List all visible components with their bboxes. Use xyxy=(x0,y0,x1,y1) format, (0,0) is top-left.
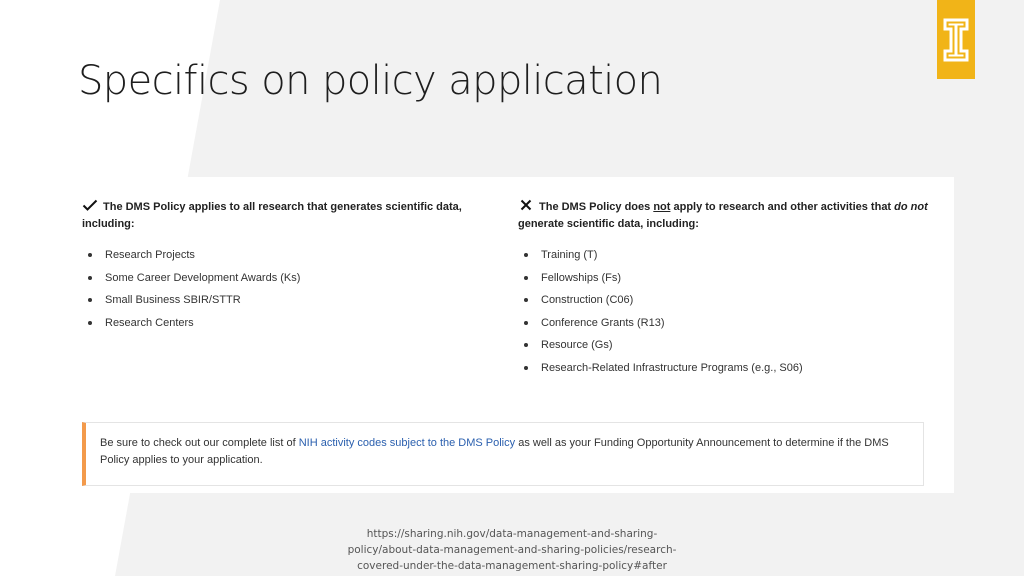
bullet-icon xyxy=(88,253,92,257)
not-applies-column xyxy=(518,199,948,380)
list-item: Research-Related Infrastructure Programs (e.g., S06) xyxy=(518,357,948,380)
list-item: Fellowships (Fs) xyxy=(518,267,948,290)
bullet-icon xyxy=(524,366,528,370)
activity-codes-link[interactable]: NIH activity codes subject to the DMS Policy xyxy=(298,437,516,449)
bullet-icon xyxy=(88,276,92,280)
emphasis-not: not xyxy=(653,201,671,213)
bullet-icon xyxy=(524,321,528,325)
list-item: Research Centers xyxy=(82,312,482,335)
list-item: Resource (Gs) xyxy=(518,334,948,357)
applies-heading-text: The DMS Policy applies to all research that generates scientific data, including: xyxy=(82,201,462,230)
list-item: Training (T) xyxy=(518,244,948,267)
x-icon xyxy=(518,199,534,211)
source-url: https://sharing.nih.gov/data-management-and-sharing- policy/about-data-management-and-sharing-policies/research- covered-under-the-data-management-sharing-policy#after xyxy=(347,528,677,572)
slide-title: Specifics on policy application xyxy=(78,58,663,104)
list-item: Conference Grants (R13) xyxy=(518,312,948,335)
emphasis-do-not: do not xyxy=(894,201,928,213)
block-i-icon xyxy=(943,18,969,62)
callout-note: Be sure to check out our complete list of NIH activity codes subject to the DMS Policy as well as your Funding Opportunity Announcement to determine if the DMS Policy applies to your application. xyxy=(82,422,924,486)
bullet-icon xyxy=(88,298,92,302)
bullet-icon xyxy=(524,276,528,280)
bullet-icon xyxy=(524,298,528,302)
bullet-icon xyxy=(88,321,92,325)
checkmark-icon xyxy=(82,199,98,211)
applies-column xyxy=(82,199,482,334)
not-applies-heading: The DMS Policy does not apply to research and other activities that do not generate scientific data, including: xyxy=(518,201,928,230)
list-item: Some Career Development Awards (Ks) xyxy=(82,267,482,290)
list-item: Small Business SBIR/STTR xyxy=(82,289,482,312)
bullet-icon xyxy=(524,253,528,257)
list-item: Construction (C06) xyxy=(518,289,948,312)
applies-heading xyxy=(82,199,482,233)
university-logo xyxy=(937,0,975,79)
not-applies-list xyxy=(518,244,948,380)
list-item: Research Projects xyxy=(82,244,482,267)
applies-list xyxy=(82,244,482,334)
bullet-icon xyxy=(524,343,528,347)
